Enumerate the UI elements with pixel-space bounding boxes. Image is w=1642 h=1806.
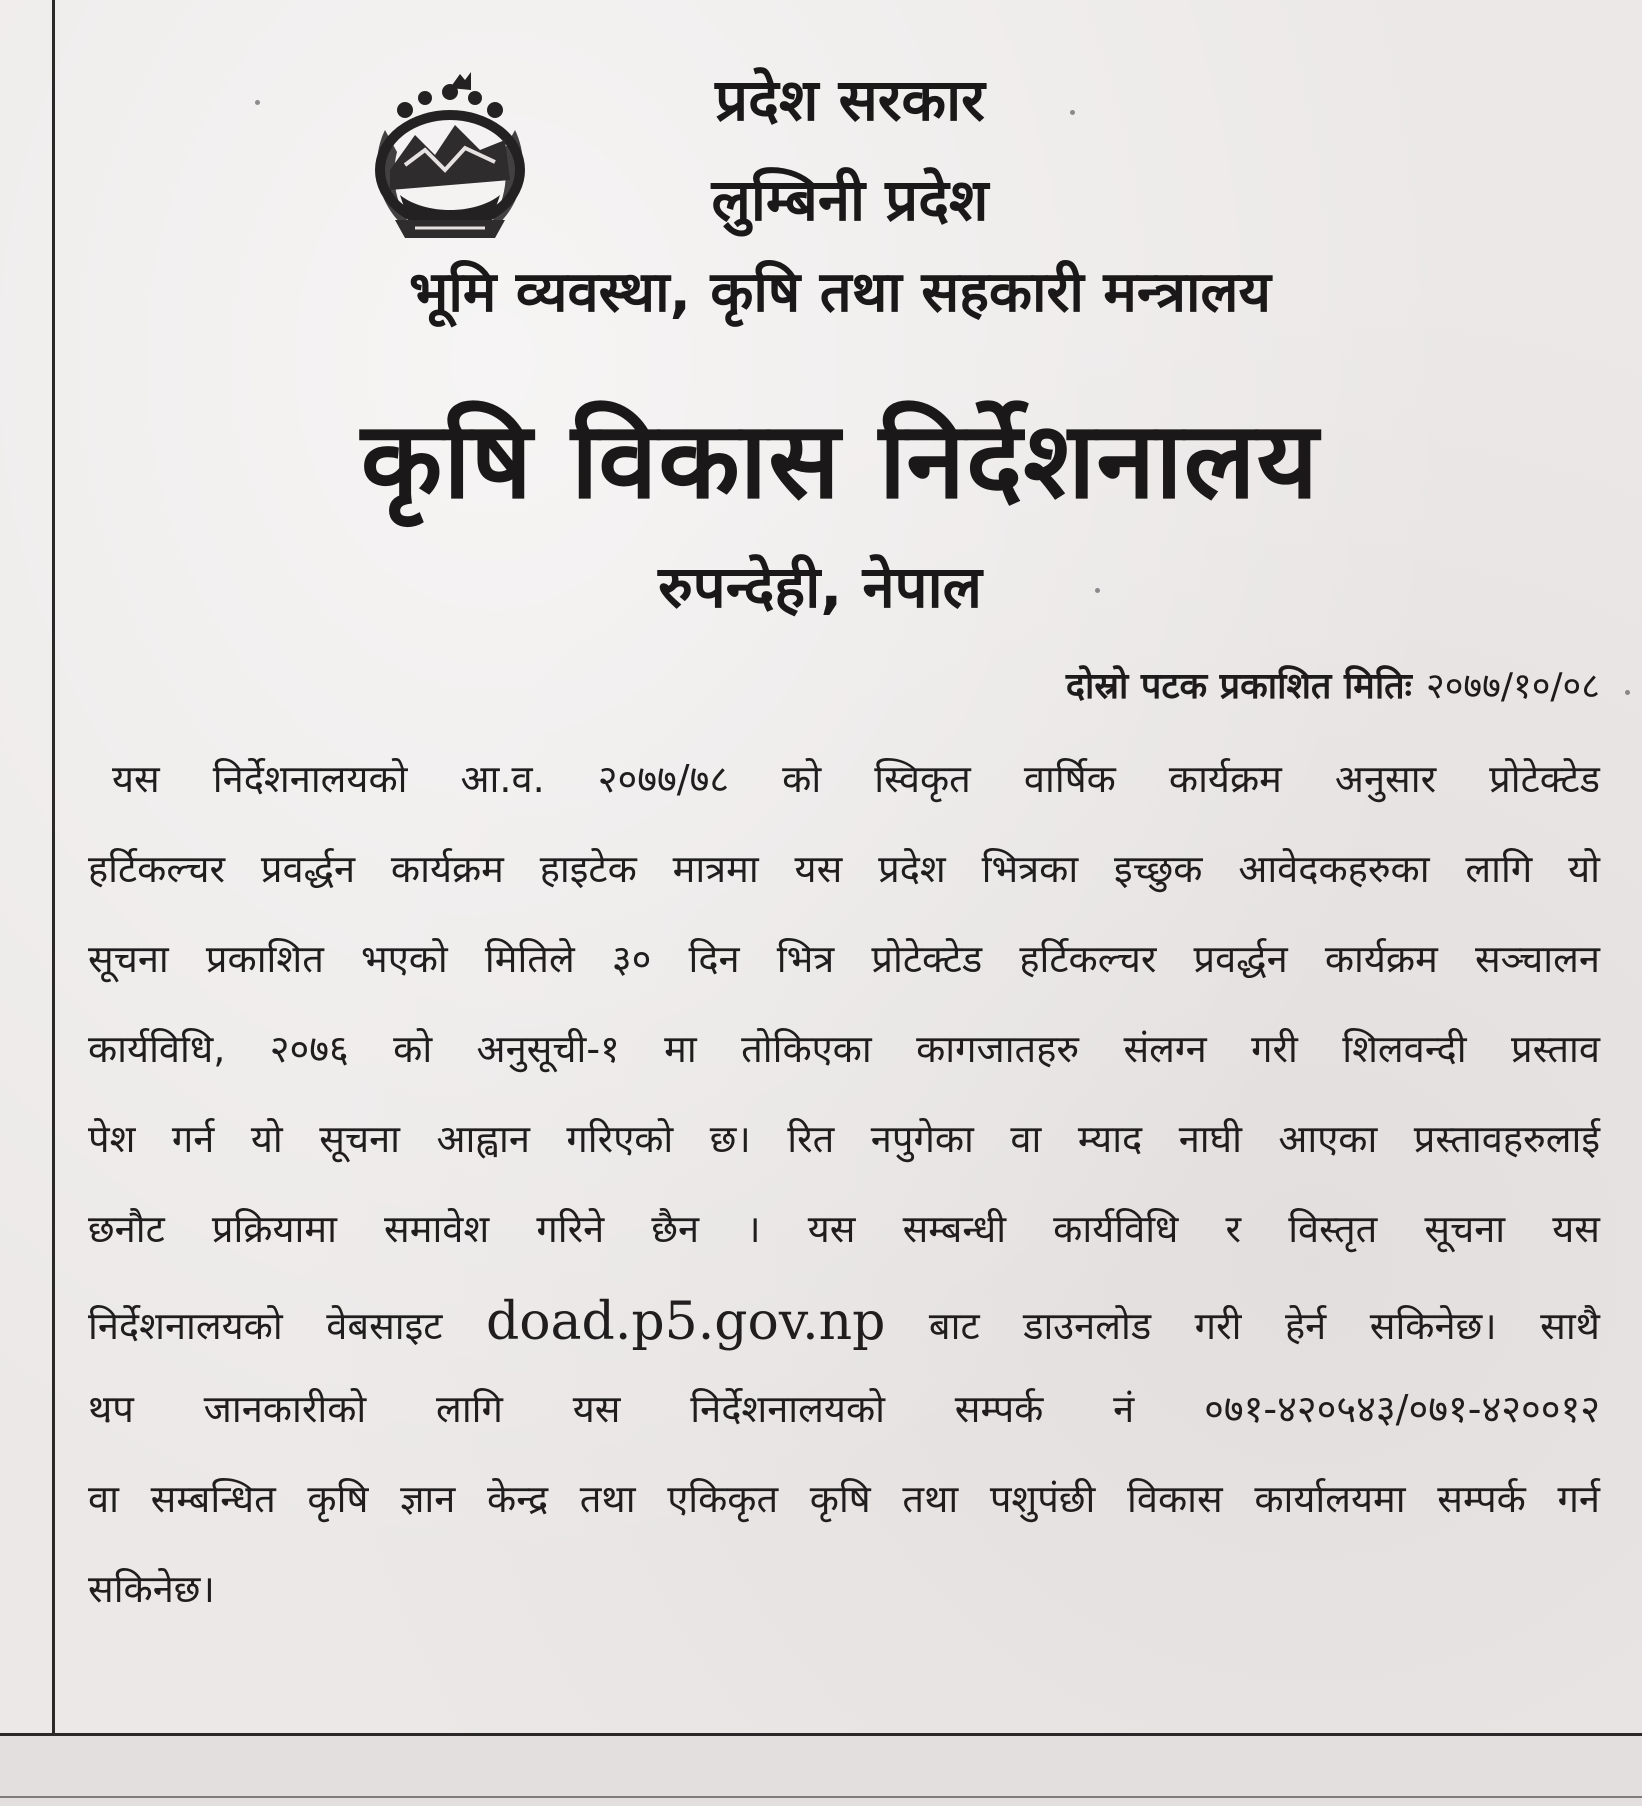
notice-body-line-contact: थप जानकारीको लागि यस निर्देशनालयको सम्पर्क नं ०७१-४२०५४३/०७१-४२००१२ (88, 1387, 1600, 1431)
print-speck (255, 100, 260, 105)
website-outro-text: बाट डाउनलोड गरी हेर्न सकिनेछ। साथै (928, 1304, 1600, 1348)
print-speck (1625, 690, 1630, 695)
website-url: doad.p5.gov.np (485, 1292, 886, 1352)
notice-body-line: सूचना प्रकाशित भएको मितिले ३० दिन भित्र प्रोटेक्टेड हर्टिकल्चर प्रवर्द्धन कार्यक्रम सञ्चालन (88, 937, 1600, 981)
provincial-government-heading: प्रदेश सरकार (715, 66, 985, 134)
notice-body-line: छनौट प्रक्रियामा समावेश गरिने छैन । यस सम्बन्धी कार्यविधि र विस्तृत सूचना यस (88, 1207, 1600, 1251)
notice-body-line: यस निर्देशनालयको आ.व. २०७७/७८ को स्विकृत वार्षिक कार्यक्रम अनुसार प्रोटेक्टेड (112, 757, 1600, 801)
nepal-emblem-icon (345, 70, 555, 250)
publication-date-line (740, 660, 1600, 709)
notice-body-line: कार्यविधि, २०७६ को अनुसूची-१ मा तोकिएका कागजातहरु संलग्न गरी शिलवन्दी प्रस्ताव (88, 1027, 1600, 1071)
province-name-heading: लुम्बिनी प्रदेश (711, 166, 989, 234)
page-bottom-rule (0, 1796, 1642, 1798)
notice-body-line: पेश गर्न यो सूचना आह्वान गरिएको छ। रित नपुगेका वा म्याद नाघी आएका प्रस्तावहरुलाई (88, 1117, 1600, 1161)
print-speck (1095, 588, 1100, 593)
ministry-heading: भूमि व्यवस्था, कृषि तथा सहकारी मन्त्रालय (409, 260, 1271, 325)
notice-body-line-website (88, 1292, 1600, 1352)
publication-date-label: दोस्रो पटक प्रकाशित मितिः (1065, 666, 1412, 707)
notice-body-line: हर्टिकल्चर प्रवर्द्धन कार्यक्रम हाइटेक मात्रमा यस प्रदेश भित्रका इच्छुक आवेदकहरुका लागि यो (88, 847, 1600, 891)
column-left-rule (52, 0, 55, 1735)
location-heading: रुपन्देही, नेपाल (658, 553, 982, 621)
publication-date-value: २०७७/१०/०८ (1425, 666, 1600, 707)
notice-body-line: वा सम्बन्धित कृषि ज्ञान केन्द्र तथा एकिकृत कृषि तथा पशुपंछी विकास कार्यालयमा सम्पर्क गर्न (88, 1477, 1600, 1521)
website-intro-text: निर्देशनालयको वेबसाइट (88, 1304, 443, 1348)
directorate-title: कृषि विकास निर्देशनालय (360, 399, 1320, 522)
notice-body-line-final: सकिनेछ। (88, 1567, 215, 1611)
